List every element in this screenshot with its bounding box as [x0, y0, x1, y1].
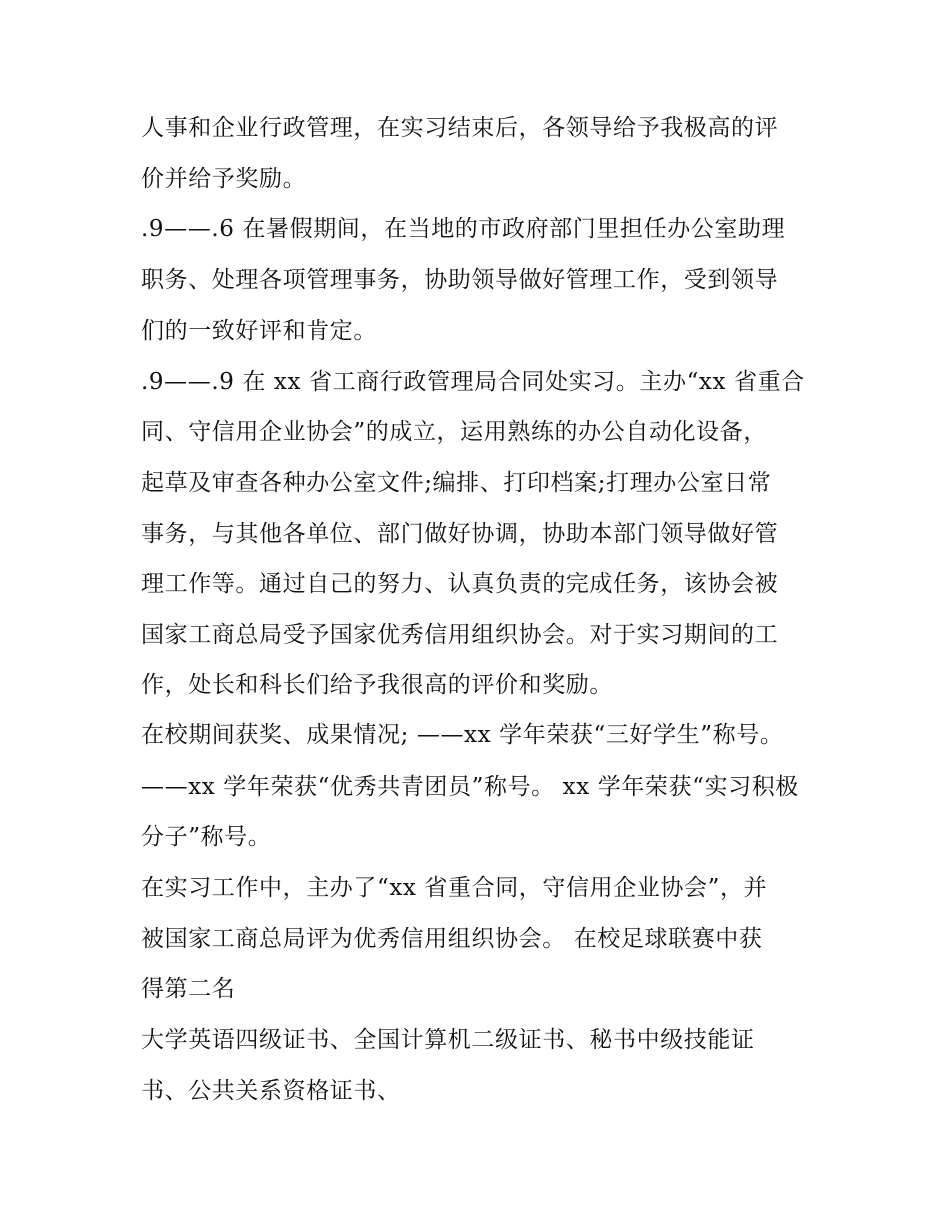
text-line: ——xx 学年荣获“优秀共青团员”称号。 xx 学年荣获“实习积极 [141, 774, 799, 800]
text-line: 分子”称号。 [141, 824, 272, 850]
text-line: 作，处长和科长们给予我很高的评价和奖励。 [141, 672, 613, 698]
text-line: 在实习工作中，主办了“xx 省重合同，守信用企业协会”，并 [141, 875, 768, 901]
text-line: 价并给予奖励。 [141, 166, 307, 192]
text-line: 被国家工商总局评为优秀信用组织协会。 在校足球联赛中获 [141, 926, 763, 952]
text-line: 在校期间获奖、成果情况; ——xx 学年荣获“三好学生”称号。 [141, 722, 784, 748]
text-line: 职务、处理各项管理事务，协助领导做好管理工作，受到领导 [141, 267, 779, 293]
text-line: 得第二名 [141, 976, 236, 1002]
text-line: 书、公共关系资格证书、 [141, 1078, 401, 1104]
text-line: 理工作等。通过自己的努力、认真负责的完成任务，该协会被 [141, 571, 779, 597]
text-line: .9——.9 在 xx 省工商行政管理局合同处实习。主办“xx 省重合 [141, 369, 805, 395]
text-line: 起草及审查各种办公室文件;编排、打印档案;打理办公室日常 [141, 470, 772, 496]
text-line: 们的一致好评和肯定。 [141, 318, 377, 344]
text-line: 人事和企业行政管理，在实习结束后，各领导给予我极高的评 [141, 115, 779, 141]
text-line: 国家工商总局受予国家优秀信用组织协会。对于实习期间的工 [141, 622, 779, 648]
text-line: 事务，与其他各单位、部门做好协调，协助本部门领导做好管 [141, 521, 779, 547]
text-line: .9——.6 在暑假期间，在当地的市政府部门里担任办公室助理 [141, 216, 786, 242]
text-line: 同、守信用企业协会”的成立，运用熟练的办公自动化设备， [141, 419, 767, 445]
text-line: 大学英语四级证书、全国计算机二级证书、秘书中级技能证 [141, 1027, 755, 1053]
